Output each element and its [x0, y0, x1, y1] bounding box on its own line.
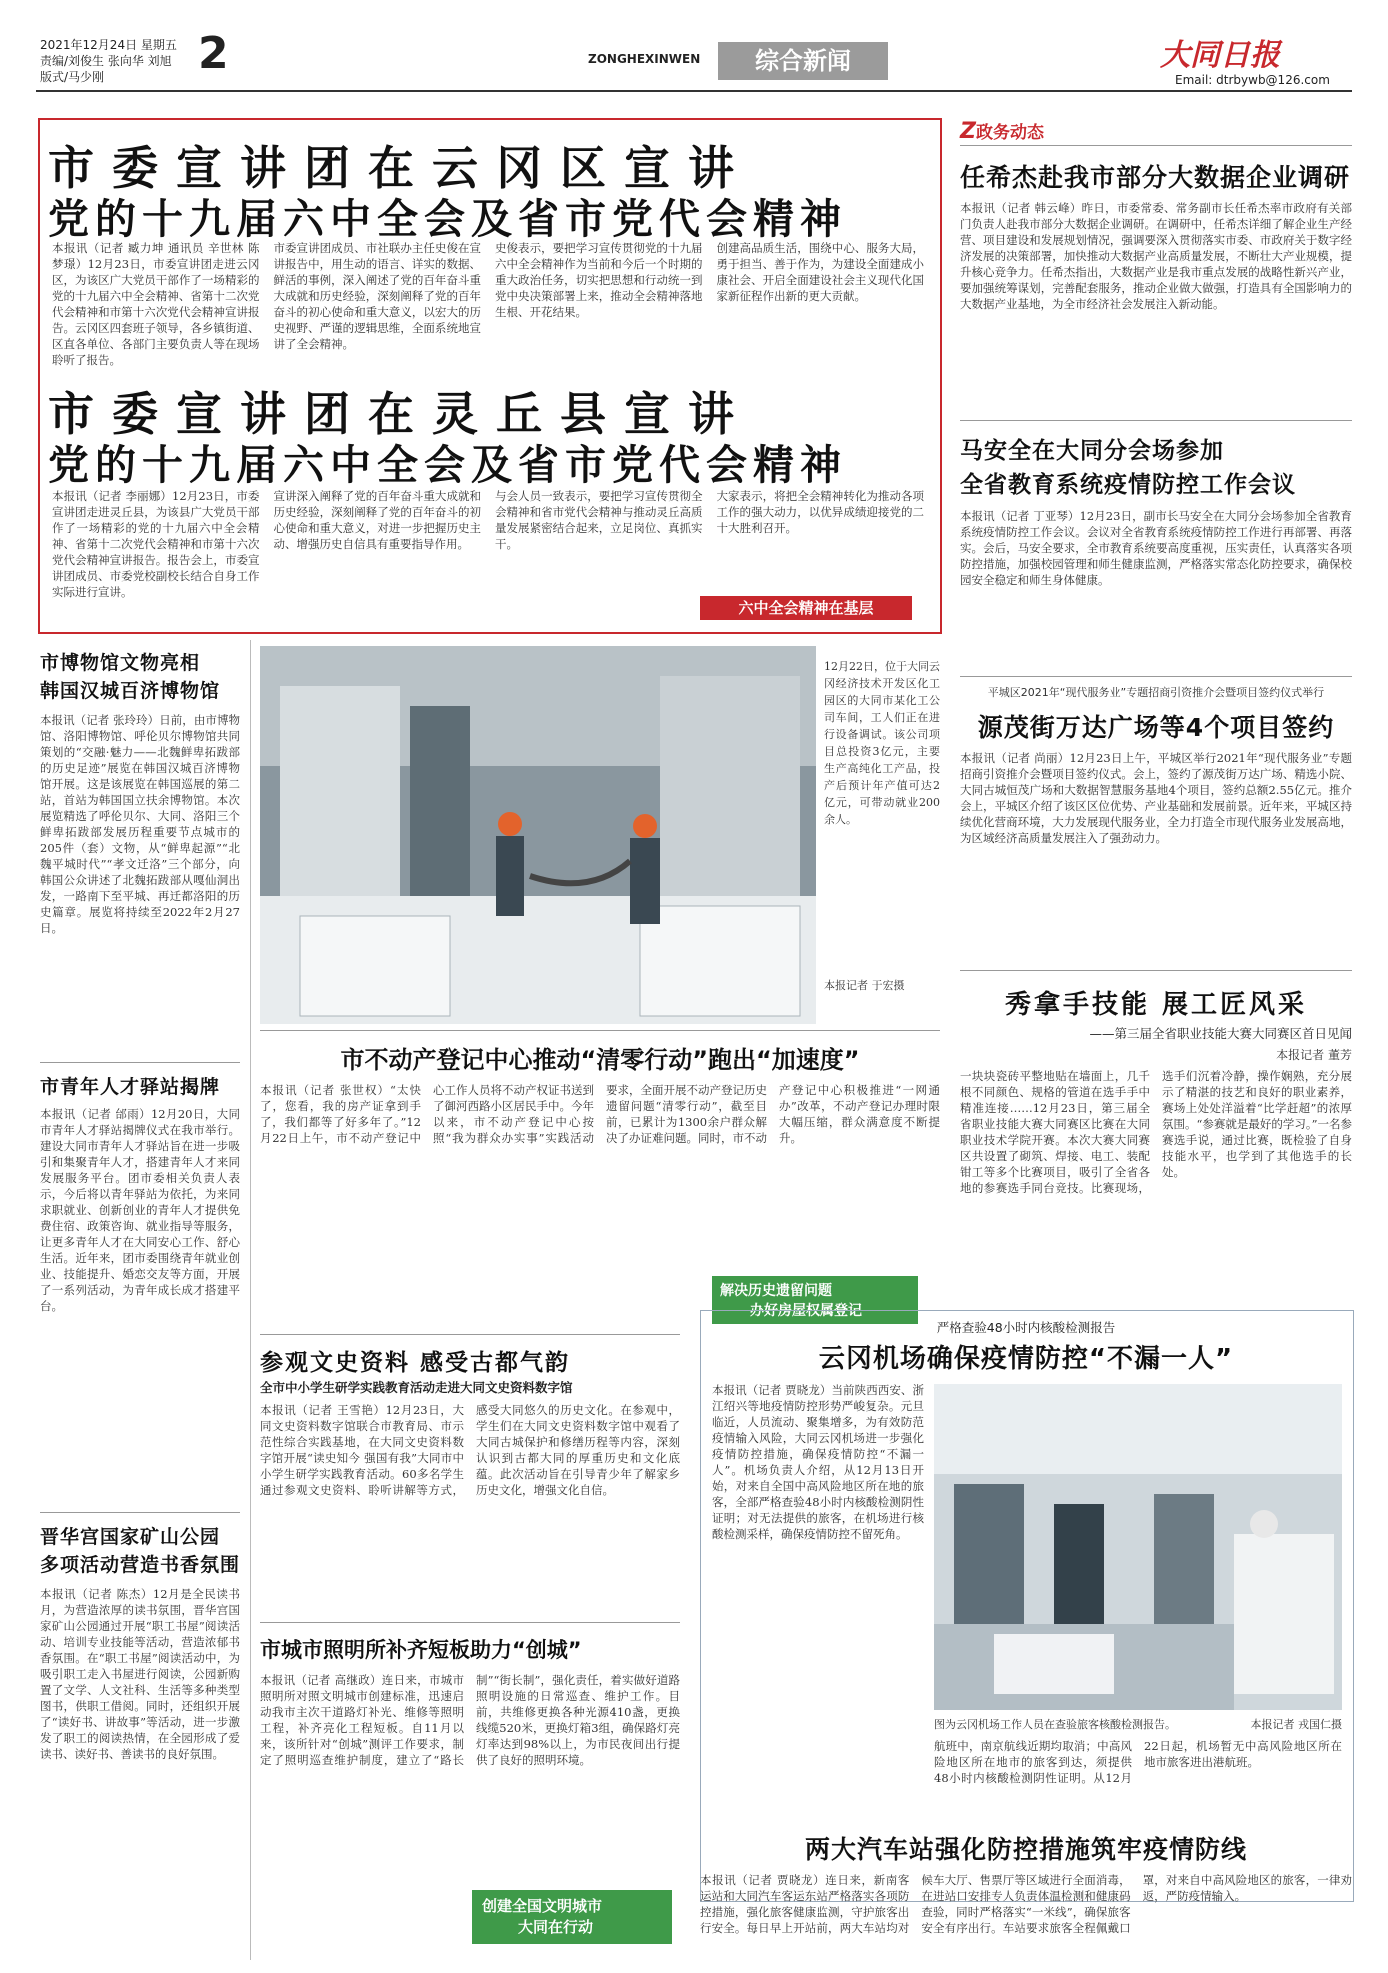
lighting-rule — [260, 1622, 680, 1623]
airport-photo-illustration — [934, 1384, 1342, 1710]
lead2-col1: 本报讯（记者 李丽娜）12月23日，市委宣讲团走进灵丘县，为该县广大党员干部作了一场精彩的党的十九届六中全会精神、省第十二次党代会精神和市第十六次党代会精神宣讲报告。报告会上，市委宣讲团成员、市委党校副校长结合自身工作实际进行宣讲。 — [52, 489, 260, 599]
realestate-badge-line1: 解决历史遗留问题 — [720, 1283, 832, 1299]
skills-subtitle: ——第三届全省职业技能大赛大同赛区首日见闻 — [1089, 1026, 1352, 1041]
skills-body: 一块块瓷砖平整地贴在墙面上，几千根不同颜色、规格的管道在选手手中精准连接……12月23日，第三届全省职业技能大赛大同赛区比赛在大同职业技术学院开赛。本次大赛大同赛区共设置了砌筑、焊接、电工、装配钳工等多个比赛项目，吸引了全省各地的参赛选手同台竞技。比赛现场，选手们沉着冷静，操作娴熟，充分展示了精湛的技艺和良好的职业素养，赛场上处处洋溢着“比学赶超”的浓厚氛围。“参赛就是最好的学习。”一名参赛选手说，通过比赛，既检验了自身技能水平，也学到了其他选手的长处。 — [960, 1069, 1352, 1195]
lighting-title: 市城市照明所补齐短板助力“创城” — [260, 1638, 582, 1662]
youth-body: 本报讯（记者 邰雨）12月20日，大同市青年人才驿站揭牌仪式在我市举行。建设大同市青年人才驿站旨在进一步吸引和集聚青年人才，搭建青年人才来同发展服务平台。团市委相关负责人表示，今后将以青年驿站为依托，为来同求职就业、创新创业的青年人才提供免费住宿、政策咨询、就业指导等服务，让更多青年人才在大同安心工作、舒心生活。近年来，团市委围绕青年就业创业、技能提升、婚恋交友等方面，开展了一系列活动，为青年成长成才搭建平台。 — [40, 1107, 240, 1313]
lead2-col2: 宣讲深入阐释了党的百年奋斗重大成就和历史经验，深刻阐释了党的百年奋斗的初心使命和重大意义，对进一步把握历史主动、增强历史自信具有重要指导作用。 — [273, 489, 481, 551]
project-kicker: 平城区2021年“现代服务业”专题招商引资推介会暨项目签约仪式举行 — [987, 686, 1325, 699]
section-pinyin: ZONGHEXINWEN — [588, 52, 701, 66]
culture-body: 本报讯（记者 王雪艳）12月23日，大同文史资料数字馆联合市教育局、市示范性综合实践基地，在大同文史资料数字馆开展“读史知今 强国有我”大同市中小学生研学实践教育活动。60多名学生通过参观文史资料、聆听讲解等方式，感受大同悠久的历史文化。在参观中，学生们在大同文史资料数字馆中观看了大同古城保护和修缮历程等内容，深刻认识到古都大同的厚重历史和文化底蕴。此次活动旨在引导青少年了解家乡历史文化，增强文化自信。 — [260, 1403, 680, 1497]
mine-body: 本报讯（记者 陈杰）12月是全民读书月，为营造浓厚的读书氛围，晋华宫国家矿山公园通过开展“职工书屋”阅读活动、培训专业技能等活动，营造浓郁书香氛围。在“职工书屋”阅读活动中，为吸引职工走入书屋进行阅读，公园新购置了文学、人文社科、生活等多种类型图书，供职工借阅。同时，还组织开展了“读好书、讲故事”等活动，进一步激发了职工的阅读热情，在全园形成了爱读书、读好书、善读书的良好氛围。 — [40, 1587, 240, 1761]
left-col-divider — [250, 640, 251, 1960]
airport-kicker: 严格查验48小时内核酸检测报告 — [936, 1320, 1116, 1335]
lighting-badge-line2: 大同在行动 — [518, 1918, 594, 1936]
lead1-title-line2: 党的十九届六中全会及省市党代会精神 — [48, 195, 847, 243]
education-title-line2: 全省教育系统疫情防控工作会议 — [960, 472, 1296, 498]
skills-rule — [960, 970, 1352, 971]
lead2-title-line1: 市委宣讲团在灵丘县宣讲 — [48, 387, 752, 441]
mine-title-line2: 多项活动营造书香氛围 — [40, 1554, 241, 1576]
lead2-col3: 与会人员一致表示，要把学习宣传贯彻全会精神和省市党代会精神与推动灵丘高质量发展紧密结合起来，立足岗位、真抓实干。 — [495, 489, 703, 551]
politics-title: 任希杰赴我市部分大数据企业调研 — [960, 163, 1351, 192]
layout-editor: 版式/马少刚 — [40, 70, 105, 84]
realestate-body: 本报讯（记者 张世权）“太快了，您看，我的房产证拿到手了，我们都等了好多年了。”12月22日上午，市不动产登记中心工作人员将不动产权证书送到了御河西路小区居民手中。今年以来，市不动产登记中心按照“我为群众办实事”实践活动要求，全面开展不动产登记历史遗留问题“清零行动”，截至目前，已累计为1300余户群众解决了办证难问题。同时，市不动产登记中心积极推进“一网通办”改革，不动产登记办理时限大幅压缩，群众满意度不断提升。 — [260, 1083, 940, 1145]
airport-body: 本报讯（记者 贾晓龙）当前陕西西安、浙江绍兴等地疫情防控形势严峻复杂。元旦临近，人员流动、聚集增多，为有效防范疫情输入风险，大同云冈机场进一步强化疫情防控措施，确保疫情防控“不漏一人”。机场负责人介绍，从12月13日开始，对来自全国中高风险地区所在地的旅客，全部严格查验48小时内核酸检测阴性证明；对无法提供的旅客，在机场进行核酸检测采样，确保疫情防控不留死角。 — [712, 1383, 924, 1541]
airport-photo-credit: 本报记者 戎国仁摄 — [1250, 1718, 1342, 1731]
education-body: 本报讯（记者 丁亚琴）12月23日，副市长马安全在大同分会场参加全省教育系统疫情防控工作会议。会议对全省教育系统疫情防控工作进行再部署、再落实。会后，马安全要求，全市教育系统要高度重视，压实责任，认真落实各项防控措施，加强校园管理和师生健康监测，严格落实常态化防控要求，确保校园安全稳定和师生身体健康。 — [960, 509, 1352, 587]
mine-title-line1: 晋华宫国家矿山公园 — [40, 1526, 221, 1548]
bus-title: 两大汽车站强化防控措施筑牢疫情防线 — [804, 1835, 1247, 1864]
realestate-rule — [260, 1030, 940, 1031]
airport-title: 云冈机场确保疫情防控“不漏一人” — [818, 1344, 1234, 1374]
politics-rule — [960, 145, 1352, 146]
politics-column-icon: Z — [960, 119, 976, 144]
factory-photo — [260, 646, 816, 1024]
lead2-title-line2: 党的十九届六中全会及省市党代会精神 — [48, 441, 847, 489]
realestate-title: 市不动产登记中心推动“清零行动”跑出“加速度” — [340, 1046, 860, 1074]
factory-photo-caption: 12月22日，位于大同云冈经济技术开发区化工园区的大同市某化工公司车间，工人们正在进行设备调试。该公司项目总投资3亿元，主要生产高纯化工产品，投产后预计年产值可达2亿元，可带动就业200余人。 — [824, 660, 940, 826]
education-title-line1: 马安全在大同分会场参加 — [960, 438, 1224, 464]
mine-rule — [40, 1512, 240, 1513]
culture-rule — [260, 1334, 680, 1335]
lead2-col4: 大家表示，将把全会精神转化为推动各项工作的强大动力，以优异成绩迎接党的二十大胜利召开。 — [716, 489, 924, 535]
skills-byline: 本报记者 董芳 — [1276, 1048, 1352, 1062]
editors: 责编/刘俊生 张向华 刘旭 — [40, 54, 172, 68]
youth-title: 市青年人才驿站揭牌 — [40, 1076, 221, 1098]
youth-rule — [40, 1062, 240, 1063]
politics-column-label: Z政务动态 — [960, 119, 1044, 144]
airport-photo — [934, 1384, 1342, 1710]
culture-title: 参观文史资料 感受古都气韵 — [260, 1350, 571, 1376]
culture-subtitle: 全市中小学生研学实践教育活动走进大同文史资料数字馆 — [260, 1380, 573, 1395]
museum-title-line2: 韩国汉城百济博物馆 — [40, 680, 221, 702]
lead1-col3: 史俊表示，要把学习宣传贯彻党的十九届六中全会精神作为当前和今后一个时期的重大政治任务，切实把思想和行动统一到党中央决策部署上来，推动全会精神落地生根、开花结果。 — [495, 241, 703, 319]
lighting-badge — [472, 1890, 672, 1944]
lead1-body — [52, 240, 924, 366]
politics-body: 本报讯（记者 韩云峰）昨日，市委常委、常务副市长任希杰率市政府有关部门负责人赴我市部分大数据企业调研。在调研中，任希杰详细了解企业生产经营、项目建设和发展规划情况，强调要深入贯彻落实市委、市政府关于数字经济发展的决策部署，加快推动大数据产业高质量发展，不断壮大产业规模，提升核心竞争力。任希杰指出，大数据产业是我市重点发展的战略性新兴产业，要加强统筹谋划，完善配套服务，推动企业做大做强，打造具有全国影响力的大数据产业基地，为全市经济社会发展注入新动能。 — [960, 201, 1352, 311]
issue-date: 2021年12月24日 星期五 — [40, 38, 177, 52]
factory-photo-credit: 本报记者 于宏摄 — [824, 979, 905, 992]
lead1-col2: 市委宣讲团成员、市社联办主任史俊在宣讲报告中，用生动的语言、详实的数据、鲜活的事例，深入阐述了党的百年奋斗重大成就和历史经验，深刻阐释了党的百年奋斗的初心使命和重大意义，以宏大的历史视野、严谨的逻辑思维，全面系统地宣讲了全会精神。 — [273, 241, 481, 351]
lead2-tag: 六中全会精神在基层 — [700, 596, 912, 620]
page-number: 2 — [198, 28, 229, 79]
lighting-badge-line1: 创建全国文明城市 — [482, 1897, 603, 1915]
project-rule — [960, 676, 1352, 677]
contact-email: Email: dtrbywb@126.com — [1175, 73, 1330, 87]
airport-photo-caption: 图为云冈机场工作人员在查验旅客核酸检测报告。 — [934, 1718, 1176, 1731]
lead1-title-line1: 市委宣讲团在云冈区宣讲 — [48, 141, 752, 195]
paper-logo: 大同日报 — [1160, 38, 1280, 73]
lighting-body: 本报讯（记者 高继政）连日来，市城市照明所对照文明城市创建标准，迅速启动我市主次干道路灯补光、维修等照明工程，补齐亮化工程短板。自11月以来，该所针对“创城”测评工作要求，制定了照明巡查维护制度，建立了“路长制”“街长制”，强化责任，着实做好道路照明设施的日常巡查、维护工作。目前，共维修更换各种光源410盏，更换线缆520米，更换灯箱3组，确保路灯亮灯率达到98%以上，为市民夜间出行提供了良好的照明环境。 — [260, 1673, 680, 1767]
skills-title: 秀拿手技能 展工匠风采 — [1004, 990, 1308, 1020]
museum-title-line1: 市博物馆文物亮相 — [40, 652, 201, 674]
museum-body: 本报讯（记者 张玲玲）日前，由市博物馆、洛阳博物馆、呼伦贝尔博物馆共同策划的“交融·魅力——北魏鲜卑拓跋部的历史足迹”展览在韩国汉城百济博物馆开展。这是该展览在韩国巡展的第二站，首站为韩国国立扶余博物馆。本次展览精选了呼伦贝尔、大同、洛阳三个鲜卑拓跋部发展历程重要节点城市的205件（套）文物，从“鲜卑起源”“北魏平城时代”“孝文迁洛”三个部分，向韩国公众讲述了北魏拓跋部从嘎仙洞出发，一路南下至平城、再迁都洛阳的历史篇章。展览将持续至2022年2月27日。 — [40, 713, 240, 935]
edu-rule — [960, 420, 1352, 421]
bus-body: 本报讯（记者 贾晓龙）连日来，新南客运站和大同汽车客运东站严格落实各项防控措施，强化旅客健康监测，守护旅客出行安全。每日早上开站前，两大车站均对候车大厅、售票厅等区域进行全面消毒，在进站口安排专人负责体温检测和健康码查验，同时严格落实“一米线”，确保旅客安全有序出行。车站要求旅客全程佩戴口罩，对来自中高风险地区的旅客，一律劝返，严防疫情输入。 — [700, 1873, 1352, 1935]
masthead — [0, 0, 1388, 92]
lead1-col1: 本报讯（记者 臧力坤 通讯员 辛世林 陈梦璟）12月23日，市委宣讲团走进云冈区，为该区广大党员干部作了一场精彩的党的十九届六中全会精神、省第十二次党代会精神和市第十六次党代会精神宣讲报告。云冈区四套班子领导，各乡镇街道、区直各单位、各部门主要负责人等在现场聆听了报告。 — [52, 241, 260, 366]
masthead-rule — [36, 90, 1352, 92]
realestate-badge-line2: 办好房屋权属登记 — [750, 1303, 862, 1319]
project-title: 源茂街万达广场等4个项目签约 — [977, 713, 1335, 742]
factory-photo-illustration — [260, 646, 816, 1024]
section-title: 综合新闻 — [718, 42, 888, 80]
project-body: 本报讯（记者 尚丽）12月23日上午，平城区举行2021年“现代服务业”专题招商引资推介会暨项目签约仪式。会上，签约了源茂街万达广场、精选小院、大同古城恒茂广场和大数据智慧服务基地4个项目，签约总额2.55亿元。推介会上，平城区介绍了该区区位优势、产业基础和发展前景。近年来，平城区持续优化营商环境，大力发展现代服务业，全力打造全市现代服务业发展高地，为区域经济高质量发展注入了强劲动力。 — [960, 751, 1352, 845]
airport-body-continued: 航班中，南京航线近期均取消；中高风险地区所在地市的旅客到达，须提供48小时内核酸检测阴性证明。从12月22日起，机场暂无中高风险地区所在地市旅客进出港航班。 — [934, 1739, 1342, 1785]
lead1-col4: 创建高品质生活，围绕中心、服务大局，勇于担当、善于作为，为建设全面建成小康社会、开启全面建设社会主义现代化国家新征程作出新的更大贡献。 — [716, 241, 924, 303]
